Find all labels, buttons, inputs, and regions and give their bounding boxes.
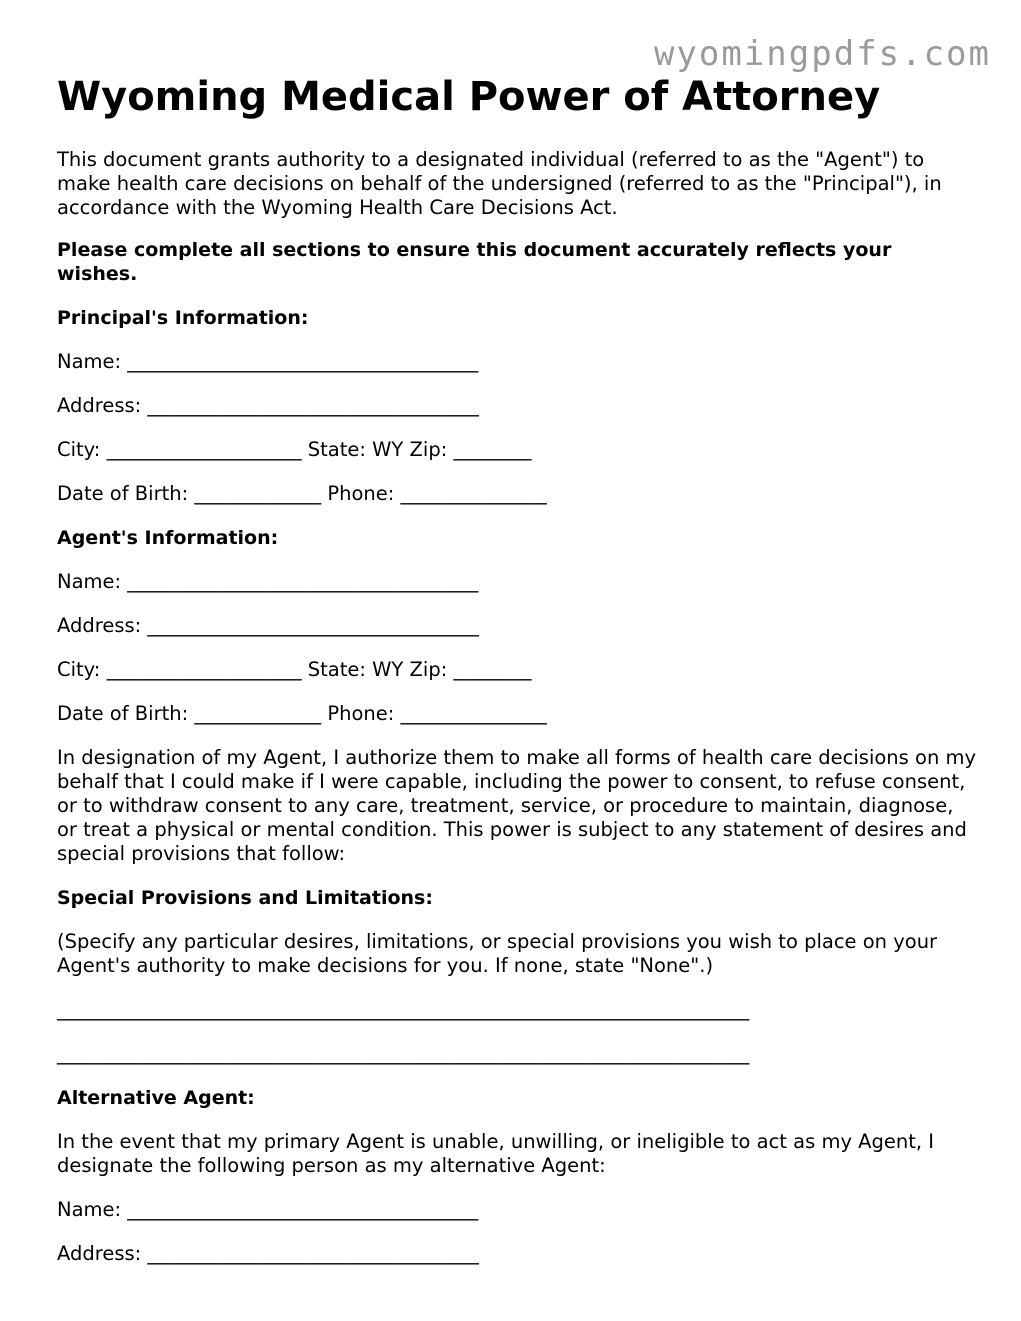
document-page (57, 73, 977, 1266)
principal-dob-phone-field[interactable]: Date of Birth: _____________ Phone: _______________ (57, 482, 547, 505)
page-title: Wyoming Medical Power of Attorney (57, 74, 881, 120)
principal-name-field[interactable]: Name: ____________________________________ (57, 350, 479, 373)
watermark: wyomingpdfs.com (653, 34, 991, 74)
completion-note: Please complete all sections to ensure this document accurately reflects your wishes. (57, 239, 892, 285)
alternative-agent-text: In the event that my primary Agent is unable, unwilling, or ineligible to act as my Agent, I designate the following person as my alternative Agent: (57, 1130, 935, 1177)
agent-name-field[interactable]: Name: ____________________________________ (57, 570, 479, 593)
intro-paragraph: This document grants authority to a designated individual (referred to as the "Agent") to make health care decisions on behalf of the undersigned (referred to as the "Principal"), in accordance with the Wyoming Health Care Decisions Act. (57, 148, 942, 219)
agent-dob-phone-field[interactable]: Date of Birth: _____________ Phone: _______________ (57, 702, 547, 725)
agent-heading: Agent's Information: (57, 527, 279, 549)
alternative-name-field[interactable]: Name: ____________________________________ (57, 1198, 479, 1221)
designation-paragraph: In designation of my Agent, I authorize them to make all forms of health care decisions on my behalf that I could make if I were capable, including the power to consent, to refuse consent, or to withdraw consent to any care, treatment, service, or procedure to maintain, diagnose, or treat a physical or mental condition. This power is subject to any statement of desires and special provisions that follow: (57, 746, 977, 865)
special-provisions-instructions: (Specify any particular desires, limitations, or special provisions you wish to place on your Agent's authority to make decisions for you. If none, state "None".) (57, 930, 938, 977)
alternative-agent-heading: Alternative Agent: (57, 1087, 255, 1109)
special-provisions-heading: Special Provisions and Limitations: (57, 887, 433, 909)
special-provisions-line-2[interactable]: _______________________________________________________________________ (57, 1042, 750, 1065)
agent-address-field[interactable]: Address: __________________________________ (57, 614, 479, 637)
principal-address-field[interactable]: Address: __________________________________ (57, 394, 479, 417)
alternative-address-field[interactable]: Address: __________________________________ (57, 1242, 479, 1265)
principal-city-state-zip-field[interactable]: City: ____________________ State: WY Zip: ________ (57, 438, 532, 461)
principal-heading: Principal's Information: (57, 307, 309, 329)
special-provisions-line-1[interactable]: _______________________________________________________________________ (57, 998, 750, 1021)
agent-city-state-zip-field[interactable]: City: ____________________ State: WY Zip: ________ (57, 658, 532, 681)
